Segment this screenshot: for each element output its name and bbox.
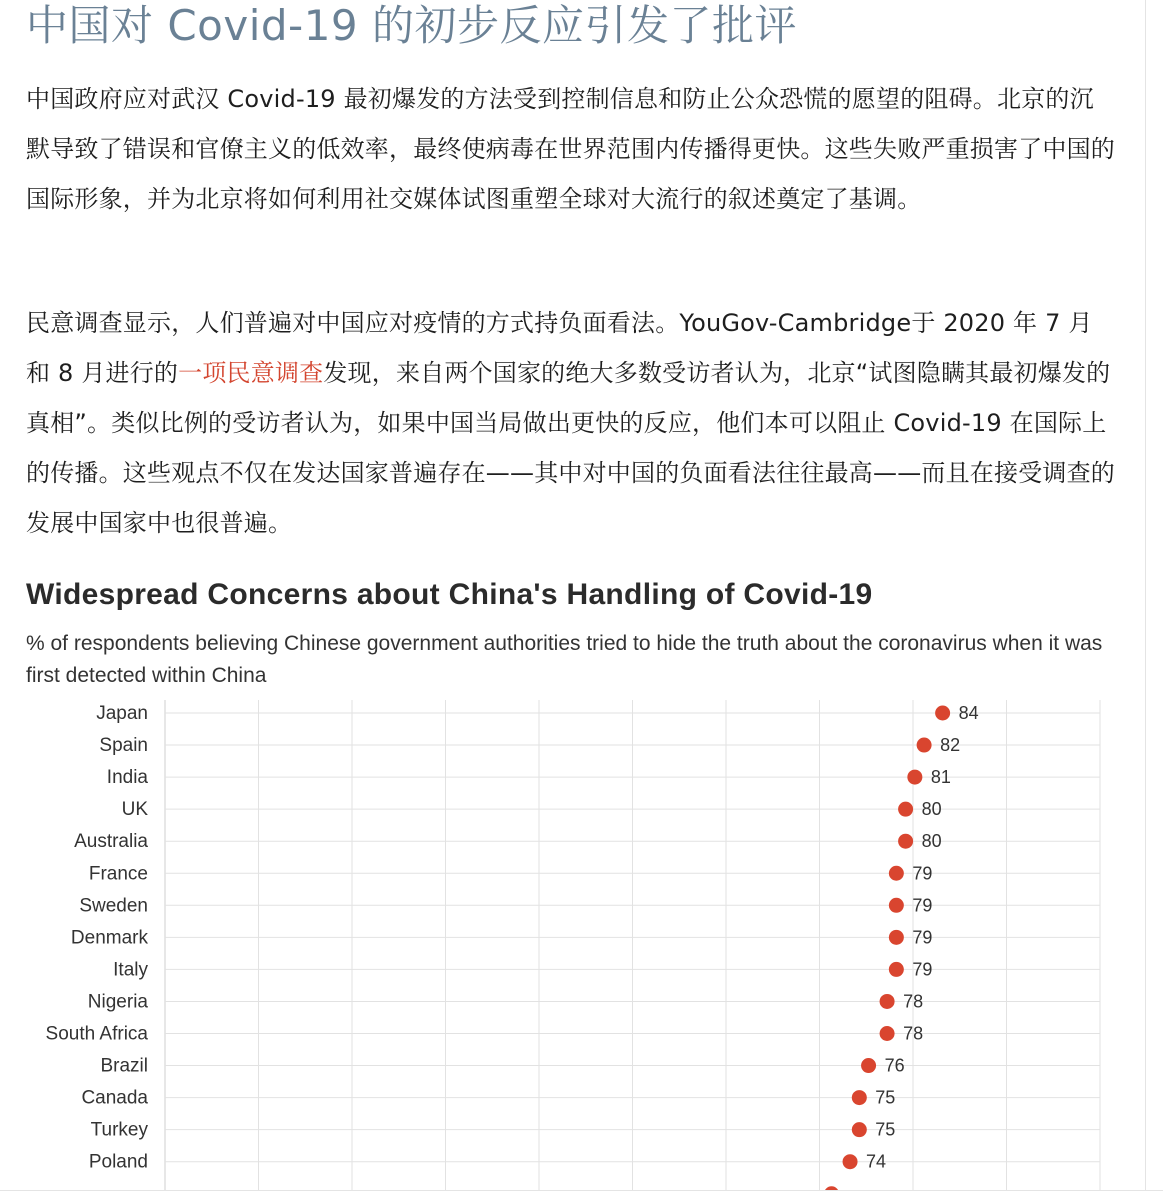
category-label: Japan xyxy=(96,703,148,724)
value-label: 80 xyxy=(921,799,942,820)
paragraph-1: 中国政府应对武汉 Covid-19 最初爆发的方法受到控制信息和防止公众恐慌的愿望的阻碍。北京的沉默导致了错误和官僚主义的低效率，最终使病毒在世界范围内传播得更快。这些失败严重损害了中国的国际形象，并为北京将如何利用社交媒体试图重塑全球对大流行的叙述奠定了基调。 xyxy=(26,85,1115,213)
value-label: 78 xyxy=(903,1023,924,1044)
paragraph-2 xyxy=(26,298,1116,548)
category-label: France xyxy=(88,863,148,885)
data-point xyxy=(907,770,922,785)
category-label: Spain xyxy=(99,735,148,757)
category-label: Denmark xyxy=(70,927,148,949)
data-point xyxy=(889,962,904,977)
paragraph-2-text-after: 发现，来自两个国家的绝大多数受访者认为，北京“试图隐瞒其最初爆发的真相”。类似比例的受访者认为，如果中国当局做出更快的反应，他们本可以阻止 Covid-19 在国际上的传播。这些观点不仅在发达国家普遍存在——其中对中国的负面看法往往最高——而且在接受调查的发展中国家中也很普遍。 xyxy=(26,359,1115,537)
data-point xyxy=(824,1186,839,1190)
data-point-layer xyxy=(824,703,979,1190)
data-point xyxy=(861,1058,876,1073)
chart-title: Widespread Concerns about China's Handling of Covid-19 xyxy=(26,578,873,611)
chart-subtitle: % of respondents believing Chinese government authorities tried to hide the truth about the coronavirus when it was first detected within China xyxy=(26,632,1103,687)
page-right-edge xyxy=(1145,0,1146,1190)
paragraph-2-text-before: 民意调查显示，人们普遍对中国应对疫情的方式持负面看法。YouGov-Cambridge于 2020 年 7 月和 8 月进行的 xyxy=(26,309,1093,387)
value-label: 74 xyxy=(866,1151,887,1172)
category-label: India xyxy=(106,767,148,789)
value-label: 78 xyxy=(903,991,924,1012)
value-label: 82 xyxy=(940,735,961,756)
data-point xyxy=(889,930,904,945)
data-point xyxy=(898,834,913,849)
category-label: Canada xyxy=(81,1087,148,1109)
category-label: Brazil xyxy=(100,1055,148,1077)
value-label: 75 xyxy=(875,1087,896,1108)
data-point xyxy=(889,866,904,881)
value-label: 79 xyxy=(912,895,933,916)
value-label: 81 xyxy=(930,767,951,788)
page-bottom-edge xyxy=(0,1190,1163,1191)
dot-chart xyxy=(0,690,1145,1190)
data-point xyxy=(852,1122,867,1137)
data-point xyxy=(880,1026,895,1041)
category-label: Italy xyxy=(113,959,148,981)
category-label: Australia xyxy=(74,831,148,853)
data-point xyxy=(917,738,932,753)
category-label: UK xyxy=(121,799,148,821)
category-label: Turkey xyxy=(90,1119,148,1141)
value-label: 79 xyxy=(912,863,933,884)
data-point xyxy=(843,1154,858,1169)
data-point xyxy=(898,802,913,817)
category-label-layer xyxy=(46,703,149,1173)
grid-layer xyxy=(165,700,1100,1190)
value-label: 79 xyxy=(912,927,933,948)
data-point xyxy=(880,994,895,1009)
value-label: 75 xyxy=(875,1119,896,1140)
value-label: 84 xyxy=(958,703,979,723)
poll-link[interactable]: 一项民意调查 xyxy=(178,359,324,387)
value-label: 76 xyxy=(884,1055,905,1076)
article-heading: 中国对 Covid-19 的初步反应引发了批评 xyxy=(26,1,798,50)
value-label: 79 xyxy=(912,959,933,980)
category-label: South Africa xyxy=(45,1023,148,1045)
category-label: Sweden xyxy=(79,895,148,917)
category-label: Poland xyxy=(88,1151,148,1173)
value-label: 80 xyxy=(921,831,942,852)
data-point xyxy=(852,1090,867,1105)
category-label: Nigeria xyxy=(87,991,148,1013)
data-point xyxy=(935,706,950,721)
data-point xyxy=(889,898,904,913)
